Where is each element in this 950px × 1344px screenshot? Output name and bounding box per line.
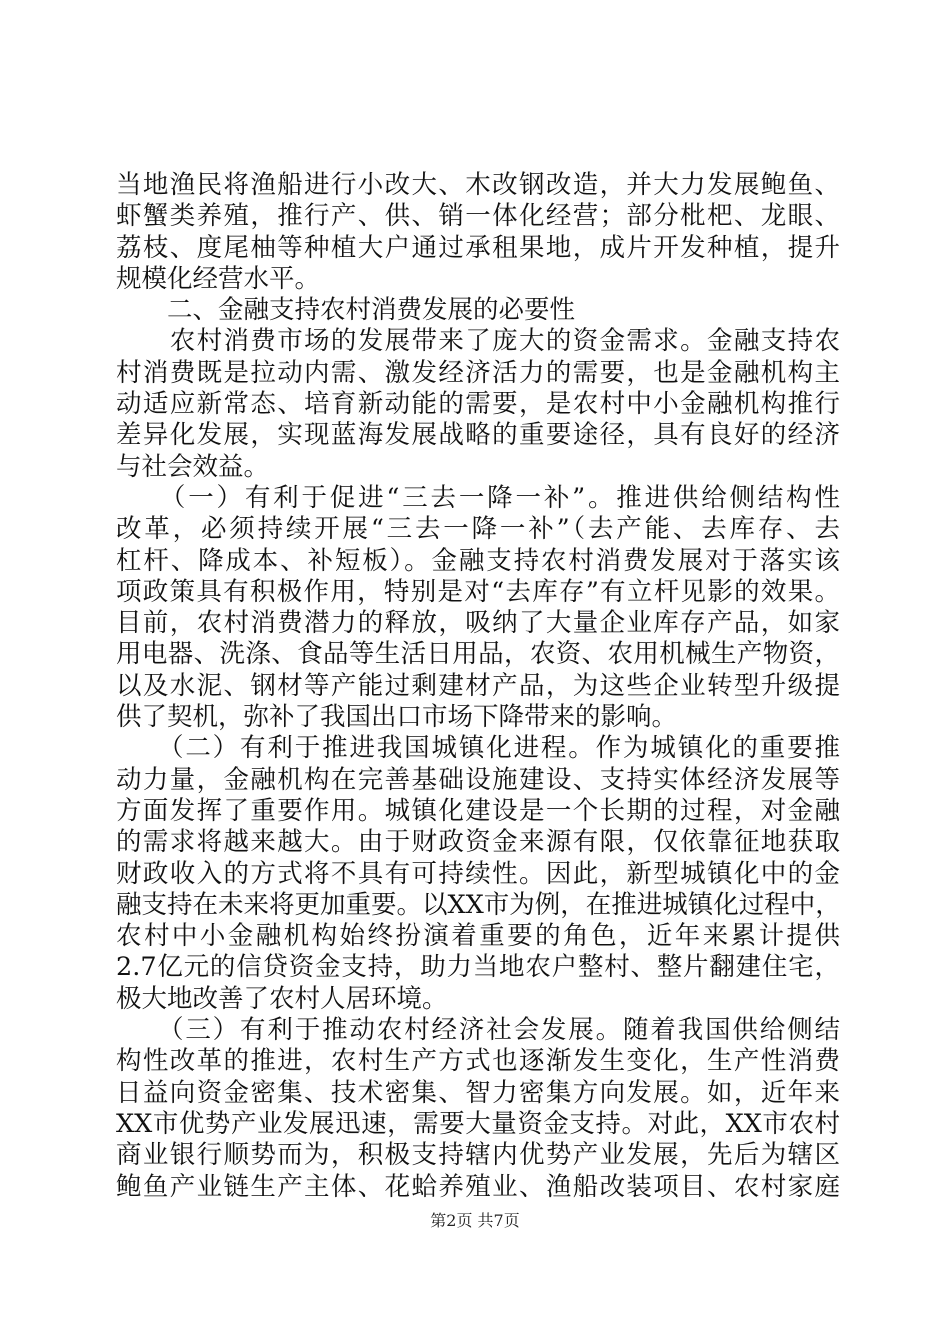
text-line: 农村中小金融机构始终扮演着重要的角色，近年来累计提供 (116, 921, 840, 952)
page-number: 第2页 共7页 (430, 1211, 520, 1230)
text-line: 供了契机，弥补了我国出口市场下降带来的影响。 (116, 702, 678, 733)
text-line: 2.7亿元的信贷资金支持，助力当地农户整村、整片翻建住宅， (116, 952, 840, 983)
text-line: 商业银行顺势而为，积极支持辖内优势产业发展，先后为辖区 (116, 1140, 840, 1171)
text-line: 日益向资金密集、技术密集、智力密集方向发展。如，近年来 (116, 1077, 840, 1108)
page-footer (0, 1208, 950, 1231)
text-line: 极大地改善了农村人居环境。 (116, 983, 448, 1014)
text-line: 动力量，金融机构在完善基础设施建设、支持实体经济发展等 (116, 764, 840, 795)
text-line: （三）有利于推动农村经济社会发展。随着我国供给侧结 (116, 1015, 840, 1046)
text-line: 方面发挥了重要作用。城镇化建设是一个长期的过程，对金融 (116, 795, 840, 826)
text-line: 村消费既是拉动内需、激发经济活力的需要，也是金融机构主 (116, 357, 840, 388)
text-line: XX市优势产业发展迅速，需要大量资金支持。对此，XX市农村 (116, 1108, 840, 1139)
text-line: 杠杆、降成本、补短板）。金融支持农村消费发展对于落实该 (116, 545, 840, 576)
text-line: 项政策具有积极作用，特别是对“去库存”有立杆见影的效果。 (116, 576, 840, 607)
text-line: 的需求将越来越大。由于财政资金来源有限，仅依靠征地获取 (116, 827, 840, 858)
text-line: 融支持在未来将更加重要。以XX市为例，在推进城镇化过程中， (116, 889, 841, 920)
text-line: 以及水泥、钢材等产能过剩建材产品，为这些企业转型升级提 (116, 670, 840, 701)
text-line: 改革，必须持续开展“三去一降一补”（去产能、去库存、去 (116, 514, 840, 545)
body-text (116, 170, 840, 1203)
text-line: （二）有利于推进我国城镇化进程。作为城镇化的重要推 (116, 733, 840, 764)
text-line: 当地渔民将渔船进行小改大、木改钢改造，并大力发展鲍鱼、 (116, 170, 840, 200)
text-line: 农村消费市场的发展带来了庞大的资金需求。金融支持农 (116, 326, 840, 357)
text-line: 构性改革的推进，农村生产方式也逐渐发生变化，生产性消费 (116, 1046, 840, 1077)
text-line: 虾蟹类养殖，推行产、供、销一体化经营；部分枇杷、龙眼、 (116, 201, 840, 232)
text-line: 财政收入的方式将不具有可持续性。因此，新型城镇化中的金 (116, 858, 840, 889)
text-line: 目前，农村消费潜力的释放，吸纳了大量企业库存产品，如家 (116, 608, 840, 639)
text-line: 荔枝、度尾柚等种植大户通过承租果地，成片开发种植，提升 (116, 232, 840, 263)
text-line: 动适应新常态、培育新动能的需要，是农村中小金融机构推行 (116, 389, 840, 420)
text-line: （一）有利于促进“三去一降一补”。推进供给侧结构性 (116, 482, 840, 513)
text-line: 差异化发展，实现蓝海发展战略的重要途径，具有良好的经济 (116, 420, 840, 451)
text-line: 用电器、洗涤、食品等生活日用品，农资、农用机械生产物资， (116, 639, 840, 670)
text-line: 与社会效益。 (116, 451, 270, 482)
text-line: 鲍鱼产业链生产主体、花蛤养殖业、渔船改装项目、农村家庭 (116, 1171, 840, 1202)
section-heading: 二、金融支持农村消费发展的必要性 (116, 295, 576, 326)
text-line: 规模化经营水平。 (116, 263, 321, 294)
